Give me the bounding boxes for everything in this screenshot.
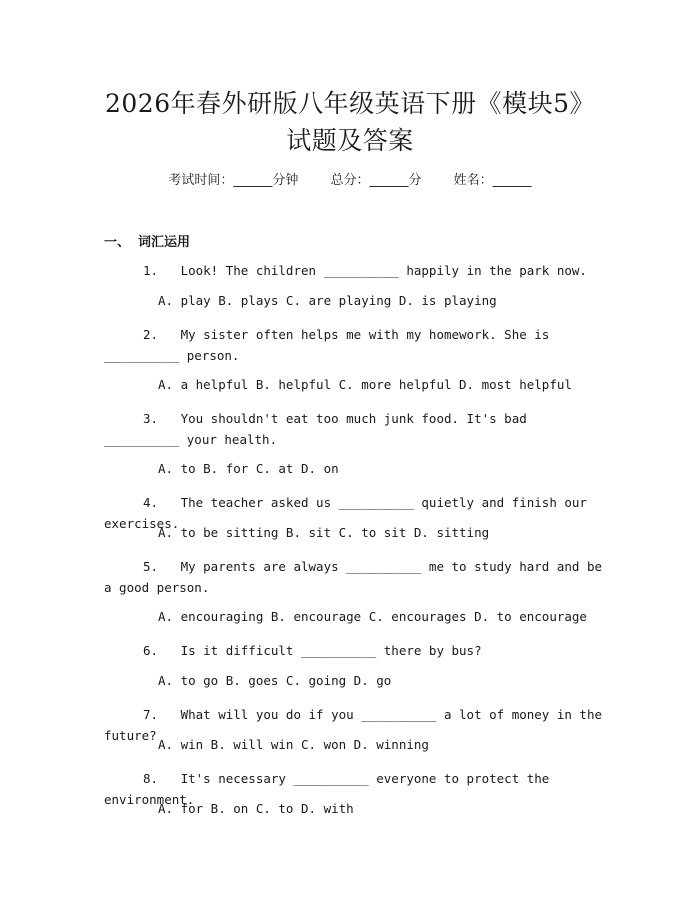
question-item <box>104 408 604 450</box>
question-text: My sister often helps me with my homework. She is __________ person. <box>104 327 550 363</box>
question-options: A. play B. plays C. are playing D. is playing <box>158 293 497 308</box>
question-options: A. encouraging B. encourage C. encourages D. to encourage <box>158 609 587 624</box>
section-heading <box>104 231 190 250</box>
question-text: Look! The children __________ happily in the park now. <box>180 263 587 278</box>
question-text: What will you do if you __________ a lot of money in the future? <box>104 707 603 743</box>
question-options: A. win B. will win C. won D. winning <box>158 737 429 752</box>
question-number: 2. <box>142 327 158 342</box>
question-text: The teacher asked us __________ quietly and finish our exercises. <box>104 495 587 531</box>
question-number: 8. <box>142 771 158 786</box>
question-item <box>104 640 604 661</box>
question-number: 1. <box>142 263 158 278</box>
exam-time-field: 考试时间：______分钟 <box>168 173 299 188</box>
question-options: A. to be sitting B. sit C. to sit D. sitting <box>158 525 490 540</box>
question-options: A. to B. for C. at D. on <box>158 461 339 476</box>
question-text: My parents are always __________ me to study hard and be a good person. <box>104 559 603 595</box>
question-text: Is it difficult __________ there by bus? <box>180 643 482 658</box>
question-text: You shouldn't eat too much junk food. It's bad __________ your health. <box>104 411 527 447</box>
question-number: 5. <box>142 559 158 574</box>
question-number: 6. <box>142 643 158 658</box>
question-item <box>104 260 604 281</box>
page-subtitle: 试题及答案 <box>286 126 414 155</box>
exam-info-line <box>0 169 700 188</box>
question-number: 7. <box>142 707 158 722</box>
question-number: 3. <box>142 411 158 426</box>
section-number: 一、 <box>104 235 131 250</box>
question-options: A. for B. on C. to D. with <box>158 801 354 816</box>
question-options: A. a helpful B. helpful C. more helpful D. most helpful <box>158 377 572 392</box>
section-title: 词汇运用 <box>138 235 191 250</box>
page-title: 2026年春外研版八年级英语下册《模块5》 <box>104 89 596 118</box>
exam-score-field: 总分：______分 <box>330 173 422 188</box>
question-item <box>104 324 604 366</box>
question-item <box>104 556 604 598</box>
question-text: It's necessary __________ everyone to protect the environment. <box>104 771 550 807</box>
question-number: 4. <box>142 495 158 510</box>
question-options: A. to go B. goes C. going D. go <box>158 673 392 688</box>
exam-name-field: 姓名：______ <box>453 173 532 188</box>
